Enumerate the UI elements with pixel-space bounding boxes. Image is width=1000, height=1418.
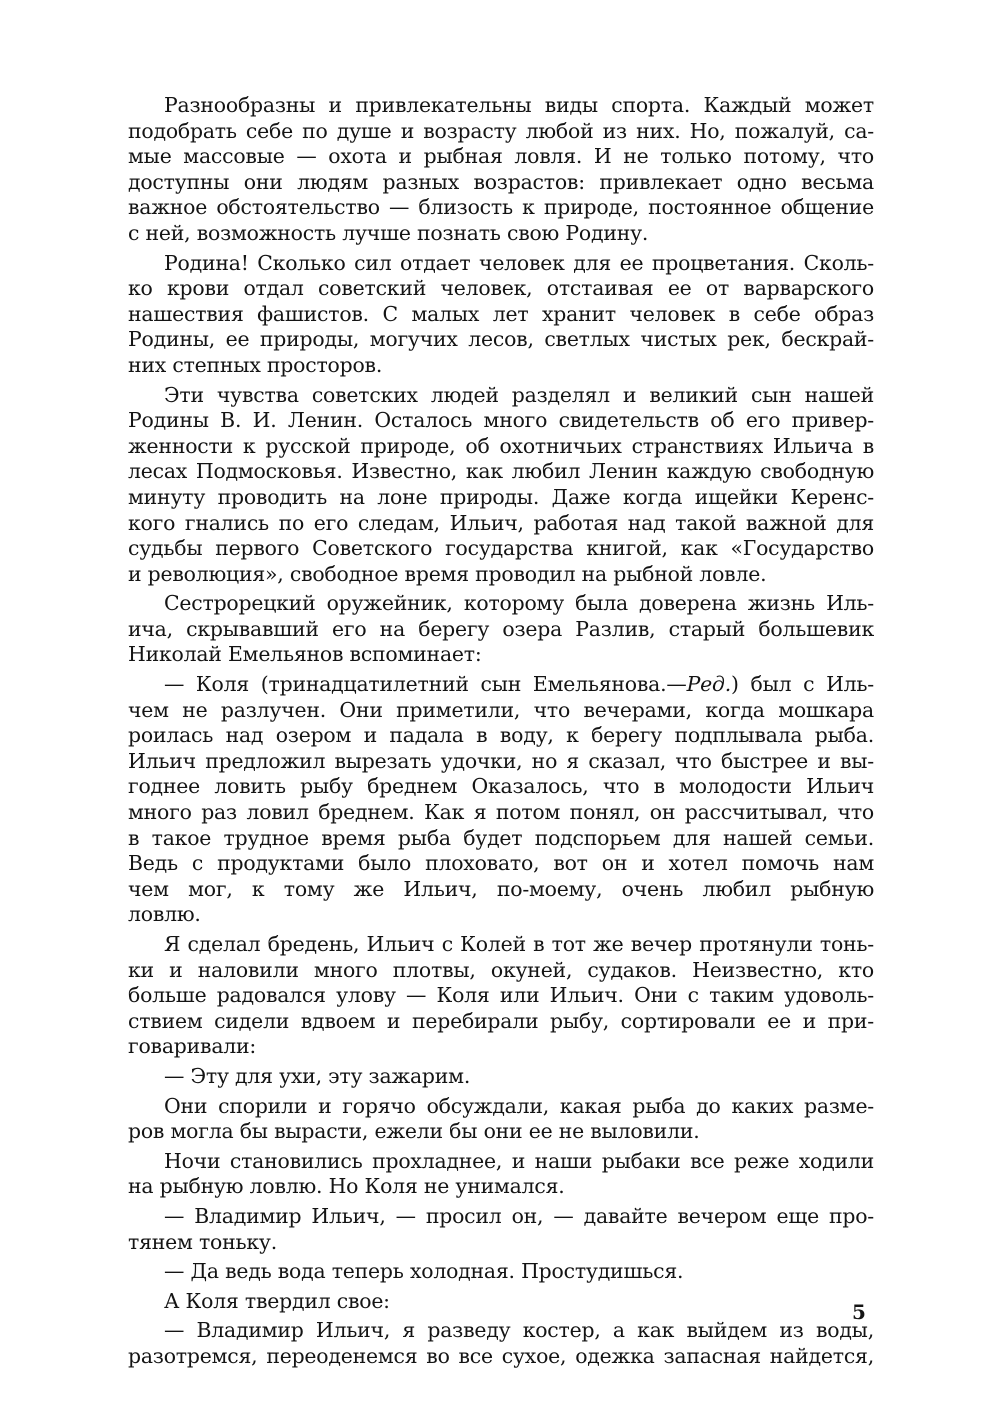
paragraph-3 xyxy=(128,383,874,588)
text-line: ров могла бы вырасти, ежели бы они ее не выловили. xyxy=(128,1119,700,1144)
text-line: ича, скрывавший его на берегу озера Разлив, старый большевик xyxy=(128,616,874,641)
text-line: Сестрорецкий оружейник, которому была доверена жизнь Иль- xyxy=(164,591,874,616)
text-line: Николай Емельянов вспоминает: xyxy=(128,642,482,667)
text-line: А Коля твердил свое: xyxy=(164,1288,390,1313)
text-line: ко крови отдал советский человек, отстаивая ее от варварского xyxy=(128,276,874,301)
text-line: ловлю. xyxy=(128,902,201,927)
paragraph-5 xyxy=(128,672,874,928)
text-line: разотремся, переоденемся во все сухое, одежка запасная найдется, xyxy=(128,1343,874,1368)
text-segment: ) был с Иль- xyxy=(731,672,874,697)
text-line: них степных просторов. xyxy=(128,352,383,377)
page-number: 5 xyxy=(852,1300,866,1324)
text-line: женности к русской природе, об охотничьих странствиях Ильича в xyxy=(128,433,874,458)
text-line: Ильич предложил вырезать удочки, но я сказал, что быстрее и вы- xyxy=(128,748,874,773)
editor-note: Ред. xyxy=(686,672,731,697)
text-line: с ней, возможность лучше познать свою Родину. xyxy=(128,220,649,245)
text-line: мые массовые — охота и рыбная ловля. И не только потому, что xyxy=(128,144,874,169)
text-line: — Владимир Ильич, — просил он, — давайте вечером еще про- xyxy=(164,1203,874,1228)
text-line: ки и наловили много плотвы, окуней, судаков. Неизвестно, кто xyxy=(128,957,874,982)
text-segment: — Коля (тринадцатилетний сын Емельянова.— xyxy=(164,672,687,697)
paragraph-11 xyxy=(128,1259,874,1285)
text-line: больше радовался улову — Коля или Ильич. Они с таким удоволь- xyxy=(128,983,874,1008)
text-line: роилась над озером и падала в воду, к берегу подплывала рыба. xyxy=(128,723,874,748)
text-line: чем не разлучен. Они приметили, что вечерами, когда мошкара xyxy=(128,697,874,722)
page-body xyxy=(128,93,874,1374)
paragraph-1 xyxy=(128,93,874,247)
text-line: и революция», свободное время проводил на рыбной ловле. xyxy=(128,561,767,586)
text-line: Родины В. И. Ленин. Осталось много свидетельств об его привер- xyxy=(128,408,874,433)
paragraph-13 xyxy=(128,1318,874,1369)
text-line: — Владимир Ильич, я разведу костер, а как выйдем из воды, xyxy=(164,1318,874,1343)
text-line: Я сделал бредень, Ильич с Колей в тот же вечер протянули тонь- xyxy=(164,932,874,956)
text-line: Ведь с продуктами было плоховато, вот он и хотел помочь нам xyxy=(128,851,874,876)
text-line: Они спорили и горячо обсуждали, какая рыба до каких разме- xyxy=(164,1093,874,1118)
text-line: Родина! Сколько сил отдает человек для ее процветания. Сколь- xyxy=(164,250,874,275)
text-line: много раз ловил бреднем. Как я потом понял, он рассчитывал, что xyxy=(128,800,874,825)
paragraph-7 xyxy=(128,1064,874,1090)
text-line: лесах Подмосковья. Известно, как любил Ленин каждую свободную xyxy=(128,459,874,484)
paragraph-10 xyxy=(128,1204,874,1255)
text-line: Ночи становились прохладнее, и наши рыбаки все реже ходили xyxy=(164,1148,874,1173)
text-line: Родины, ее природы, могучих лесов, светлых чистых рек, бескрай- xyxy=(128,327,874,352)
paragraph-8 xyxy=(128,1094,874,1145)
text-line: судьбы первого Советского государства книгой, как «Государство xyxy=(128,536,874,561)
text-line: нашествия фашистов. С малых лет хранит человек в себе образ xyxy=(128,301,874,326)
text-line: говаривали: xyxy=(128,1034,257,1059)
paragraph-9 xyxy=(128,1149,874,1200)
paragraph-6 xyxy=(128,932,874,1060)
text-line xyxy=(128,672,874,698)
text-line: Разнообразны и привлекательны виды спорта. Каждый может xyxy=(164,93,874,117)
paragraph-4 xyxy=(128,591,874,668)
text-line: Эти чувства советских людей разделял и великий сын нашей xyxy=(164,382,874,407)
paragraph-2 xyxy=(128,251,874,379)
text-line: подобрать себе по душе и возрасту любой из них. Но, пожалуй, са- xyxy=(128,118,874,143)
text-line: доступны они людям разных возрастов: привлекает одно весьма xyxy=(128,169,874,194)
text-line: — Да ведь вода теперь холодная. Простудишься. xyxy=(164,1259,684,1284)
text-line: годнее ловить рыбу бреднем Оказалось, что в молодости Ильич xyxy=(128,774,874,799)
text-line: — Эту для ухи, эту зажарим. xyxy=(164,1063,471,1088)
text-line: чем мог, к тому же Ильич, по-моему, очень любил рыбную xyxy=(128,876,874,901)
text-line: в такое трудное время рыба будет подспорьем для нашей семьи. xyxy=(128,825,874,850)
text-line: на рыбную ловлю. Но Коля не унимался. xyxy=(128,1174,565,1199)
text-line: тянем тоньку. xyxy=(128,1229,278,1254)
text-line: кого гнались по его следам, Ильич, работая над такой важной для xyxy=(128,510,874,535)
text-line: ствием сидели вдвоем и перебирали рыбу, сортировали ее и при- xyxy=(128,1008,874,1033)
paragraph-12 xyxy=(128,1289,874,1315)
text-line: минуту проводить на лоне природы. Даже когда ищейки Керенс- xyxy=(128,484,874,509)
text-line: важное обстоятельство — близость к природе, постоянное общение xyxy=(128,195,874,220)
